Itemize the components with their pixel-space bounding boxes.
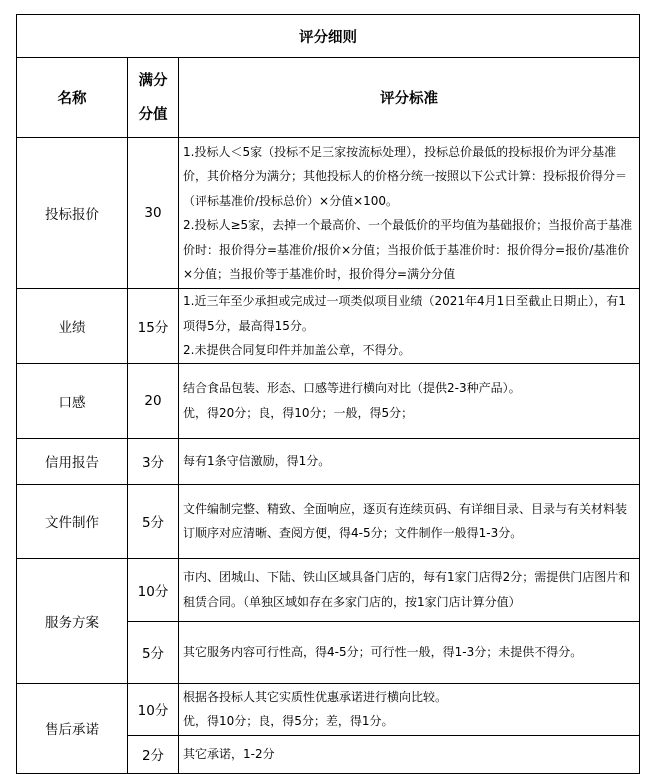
- row-criteria-document: [179, 484, 640, 558]
- row-name-document: 文件制作: [17, 484, 128, 558]
- table-row: [17, 558, 640, 621]
- criteria-line: 根据各投标人其它实质性优惠承诺进行横向比较。: [183, 689, 448, 704]
- table-row: [17, 289, 640, 364]
- criteria-line: 其它服务内容可行性高，得4-5分；可行性一般，得1-3分；未提供不得分。: [183, 644, 583, 659]
- header-full-score-line2: 分值: [138, 106, 168, 123]
- header-row: [17, 58, 640, 138]
- criteria-line: 1.投标人＜5家（投标不足三家按流标处理），投标总价最低的投标报价为评分基准价，其价格分为满分；其他投标人的价格分统一按照以下公式计算：投标报价得分＝（评标基准价/投标总价）×分值×100。: [183, 144, 628, 208]
- criteria-line: 结合食品包装、形态、口感等进行横向对比（提供2-3种产品）。: [183, 381, 521, 395]
- row-name-service-plan: 服务方案: [17, 558, 128, 683]
- row-score-service-plan-b: 5分: [128, 621, 179, 683]
- table-title: 评分细则: [17, 15, 640, 58]
- row-score-taste: 20: [128, 363, 179, 438]
- row-criteria-after-sales-b: [179, 735, 640, 773]
- criteria-line: 优，得20分；良，得10分；一般，得5分；: [183, 405, 414, 420]
- row-criteria-bid-price: [179, 138, 640, 289]
- header-full-score-line1: 满分: [138, 72, 168, 89]
- row-name-after-sales: 售后承诺: [17, 683, 128, 773]
- row-score-document: 5分: [128, 484, 179, 558]
- row-criteria-taste: [179, 363, 640, 438]
- row-criteria-credit: [179, 438, 640, 484]
- row-name-taste: 口感: [17, 363, 128, 438]
- row-score-after-sales-b: 2分: [128, 735, 179, 773]
- table-row: [17, 438, 640, 484]
- row-criteria-after-sales-a: [179, 683, 640, 735]
- criteria-line: 市内、团城山、下陆、铁山区域具备门店的，每有1家门店得2分；需提供门店图片和租赁合同。（单独区域如存在多家门店的，按1家门店计算分值）: [183, 570, 631, 609]
- row-score-service-plan-a: 10分: [128, 558, 179, 621]
- row-criteria-service-plan-b: [179, 621, 640, 683]
- criteria-line: 其它承诺，1-2分: [183, 746, 275, 761]
- criteria-line: 1.近三年至少承担或完成过一项类似项目业绩（2021年4月1日至截止日期止），有1项得5分，最高得15分。: [183, 294, 626, 333]
- row-score-bid-price: 30: [128, 138, 179, 289]
- table-row: [17, 484, 640, 558]
- table-row: [17, 363, 640, 438]
- table-row: [17, 138, 640, 289]
- row-score-after-sales-a: 10分: [128, 683, 179, 735]
- criteria-line: 文件编制完整、精致、全面响应，逐页有连续页码、有详细目录、目录与有关材料装订顺序对应清晰、查阅方便，得4-5分；文件制作一般得1-3分。: [183, 501, 628, 540]
- header-criteria: 评分标准: [179, 58, 640, 138]
- criteria-line: 优，得10分；良，得5分；差，得1分。: [183, 714, 394, 728]
- scoring-rules-table: [16, 14, 640, 774]
- row-score-performance: 15分: [128, 289, 179, 364]
- header-full-score: [128, 58, 179, 138]
- title-row: [17, 15, 640, 58]
- row-name-performance: 业绩: [17, 289, 128, 364]
- row-criteria-performance: [179, 289, 640, 364]
- row-criteria-service-plan-a: [179, 558, 640, 621]
- row-name-credit: 信用报告: [17, 438, 128, 484]
- criteria-line: 2.投标人≥5家，去掉一个最高价、一个最低价的平均值为基础报价；当报价高于基准价时：报价得分=基准价/报价×分值；当报价低于基准价时：报价得分=报价/基准价×分值；当报价等于基准价时，报价得分=满分分值: [183, 218, 633, 281]
- row-name-bid-price: 投标报价: [17, 138, 128, 289]
- row-score-credit: 3分: [128, 438, 179, 484]
- table-row: [17, 683, 640, 735]
- header-name: 名称: [17, 58, 128, 138]
- criteria-line: 2.未提供合同复印件并加盖公章，不得分。: [183, 343, 411, 357]
- criteria-line: 每有1条守信激励，得1分。: [183, 453, 331, 468]
